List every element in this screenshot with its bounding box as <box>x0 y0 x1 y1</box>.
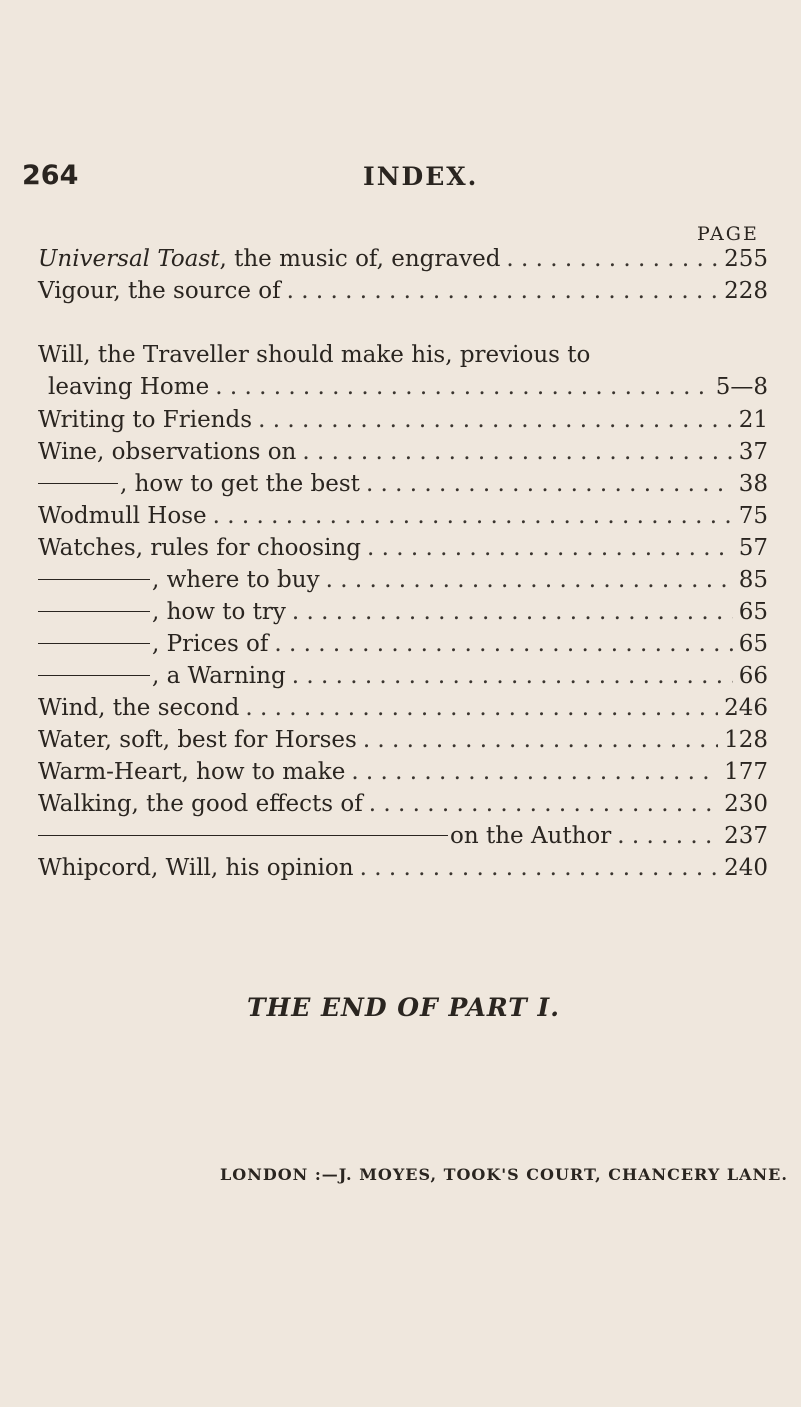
entry-page: 37 <box>738 439 768 465</box>
index-entry <box>38 727 768 757</box>
entry-page: 228 <box>724 278 768 304</box>
running-head: INDEX. <box>363 162 479 191</box>
index-entry <box>38 439 768 469</box>
entry-text: Watches, rules for choosing <box>38 535 361 561</box>
ditto-dash <box>38 611 150 612</box>
entry-text-rest: , the music of, engraved <box>219 246 501 272</box>
index-entry <box>38 278 768 308</box>
entry-text: Warm-Heart, how to make <box>38 759 346 785</box>
leader-dots <box>287 278 718 304</box>
entry-page: 255 <box>724 246 768 272</box>
entry-text: Wine, observations on <box>38 439 297 465</box>
entry-page: 128 <box>724 727 768 753</box>
leader-dots <box>292 663 733 689</box>
leader-dots <box>245 695 718 721</box>
entry-page: 237 <box>724 823 768 849</box>
entry-text: Wodmull Hose <box>38 503 207 529</box>
entry-text: on the Author <box>450 823 612 849</box>
leader-dots <box>506 246 718 272</box>
entry-page: 38 <box>738 471 768 497</box>
index-subentry <box>38 663 768 693</box>
entry-page: 5—8 <box>715 374 768 400</box>
leader-dots <box>363 727 718 753</box>
ditto-dash <box>38 643 150 644</box>
index-entry <box>38 791 768 821</box>
index-subentry <box>38 823 768 853</box>
entry-page: 66 <box>738 663 768 689</box>
leader-dots <box>366 471 733 497</box>
entry-text: Writing to Friends <box>38 407 253 433</box>
entry-text <box>38 246 500 272</box>
ditto-dash <box>38 835 448 836</box>
entry-page: 21 <box>738 407 768 433</box>
leader-dots <box>360 855 719 881</box>
index-entry-heading: Will, the Traveller should make his, previous to <box>38 342 591 368</box>
leader-dots <box>351 759 718 785</box>
entry-text: leaving Home <box>48 374 210 400</box>
leader-dots <box>292 599 733 625</box>
leader-dots <box>617 823 718 849</box>
entry-text: Vigour, the source of <box>38 278 281 304</box>
entry-text: , how to try <box>152 599 286 625</box>
index-entry <box>38 503 768 533</box>
leader-dots <box>215 374 710 400</box>
index-entry <box>38 407 768 437</box>
index-subentry <box>38 631 768 661</box>
leader-dots <box>326 567 733 593</box>
entry-italic-term: Universal Toast <box>38 246 220 272</box>
leader-dots <box>369 791 718 817</box>
entry-text: Water, soft, best for Horses <box>38 727 357 753</box>
entry-text: , where to buy <box>152 567 320 593</box>
entry-text: , a Warning <box>152 663 286 689</box>
index-subentry <box>38 599 768 629</box>
leader-dots <box>367 535 733 561</box>
ditto-dash <box>38 579 150 580</box>
entry-page: 177 <box>724 759 768 785</box>
page-number: 264 <box>22 160 79 191</box>
entry-text: Wind, the second <box>38 695 240 721</box>
leader-dots <box>258 407 733 433</box>
entry-text: Walking, the good effects of <box>38 791 363 817</box>
ditto-dash <box>38 675 150 676</box>
entry-page: 65 <box>738 599 768 625</box>
entry-page: 65 <box>738 631 768 657</box>
entry-page: 230 <box>724 791 768 817</box>
entry-page: 240 <box>724 855 768 881</box>
ditto-dash <box>38 483 118 484</box>
index-subentry <box>38 567 768 597</box>
page-column-label: PAGE <box>697 223 759 245</box>
index-entry <box>38 695 768 725</box>
entry-page: 246 <box>724 695 768 721</box>
entry-page: 75 <box>738 503 768 529</box>
index-entry <box>38 535 768 565</box>
printer-imprint: LONDON :—J. MOYES, TOOK'S COURT, CHANCERY LANE. <box>220 1165 788 1184</box>
index-entry <box>38 855 768 885</box>
leader-dots <box>274 631 732 657</box>
entry-text: Whipcord, Will, his opinion <box>38 855 354 881</box>
entry-page: 57 <box>738 535 768 561</box>
end-of-part-title: THE END OF PART I. <box>247 993 560 1022</box>
index-entry <box>48 374 768 404</box>
entry-text: , how to get the best <box>120 471 360 497</box>
entry-page: 85 <box>738 567 768 593</box>
page-header <box>0 160 801 200</box>
leader-dots <box>302 439 732 465</box>
index-entry <box>38 246 768 276</box>
leader-dots <box>213 503 733 529</box>
index-entry <box>38 759 768 789</box>
entry-text: , Prices of <box>152 631 269 657</box>
index-subentry <box>38 471 768 501</box>
